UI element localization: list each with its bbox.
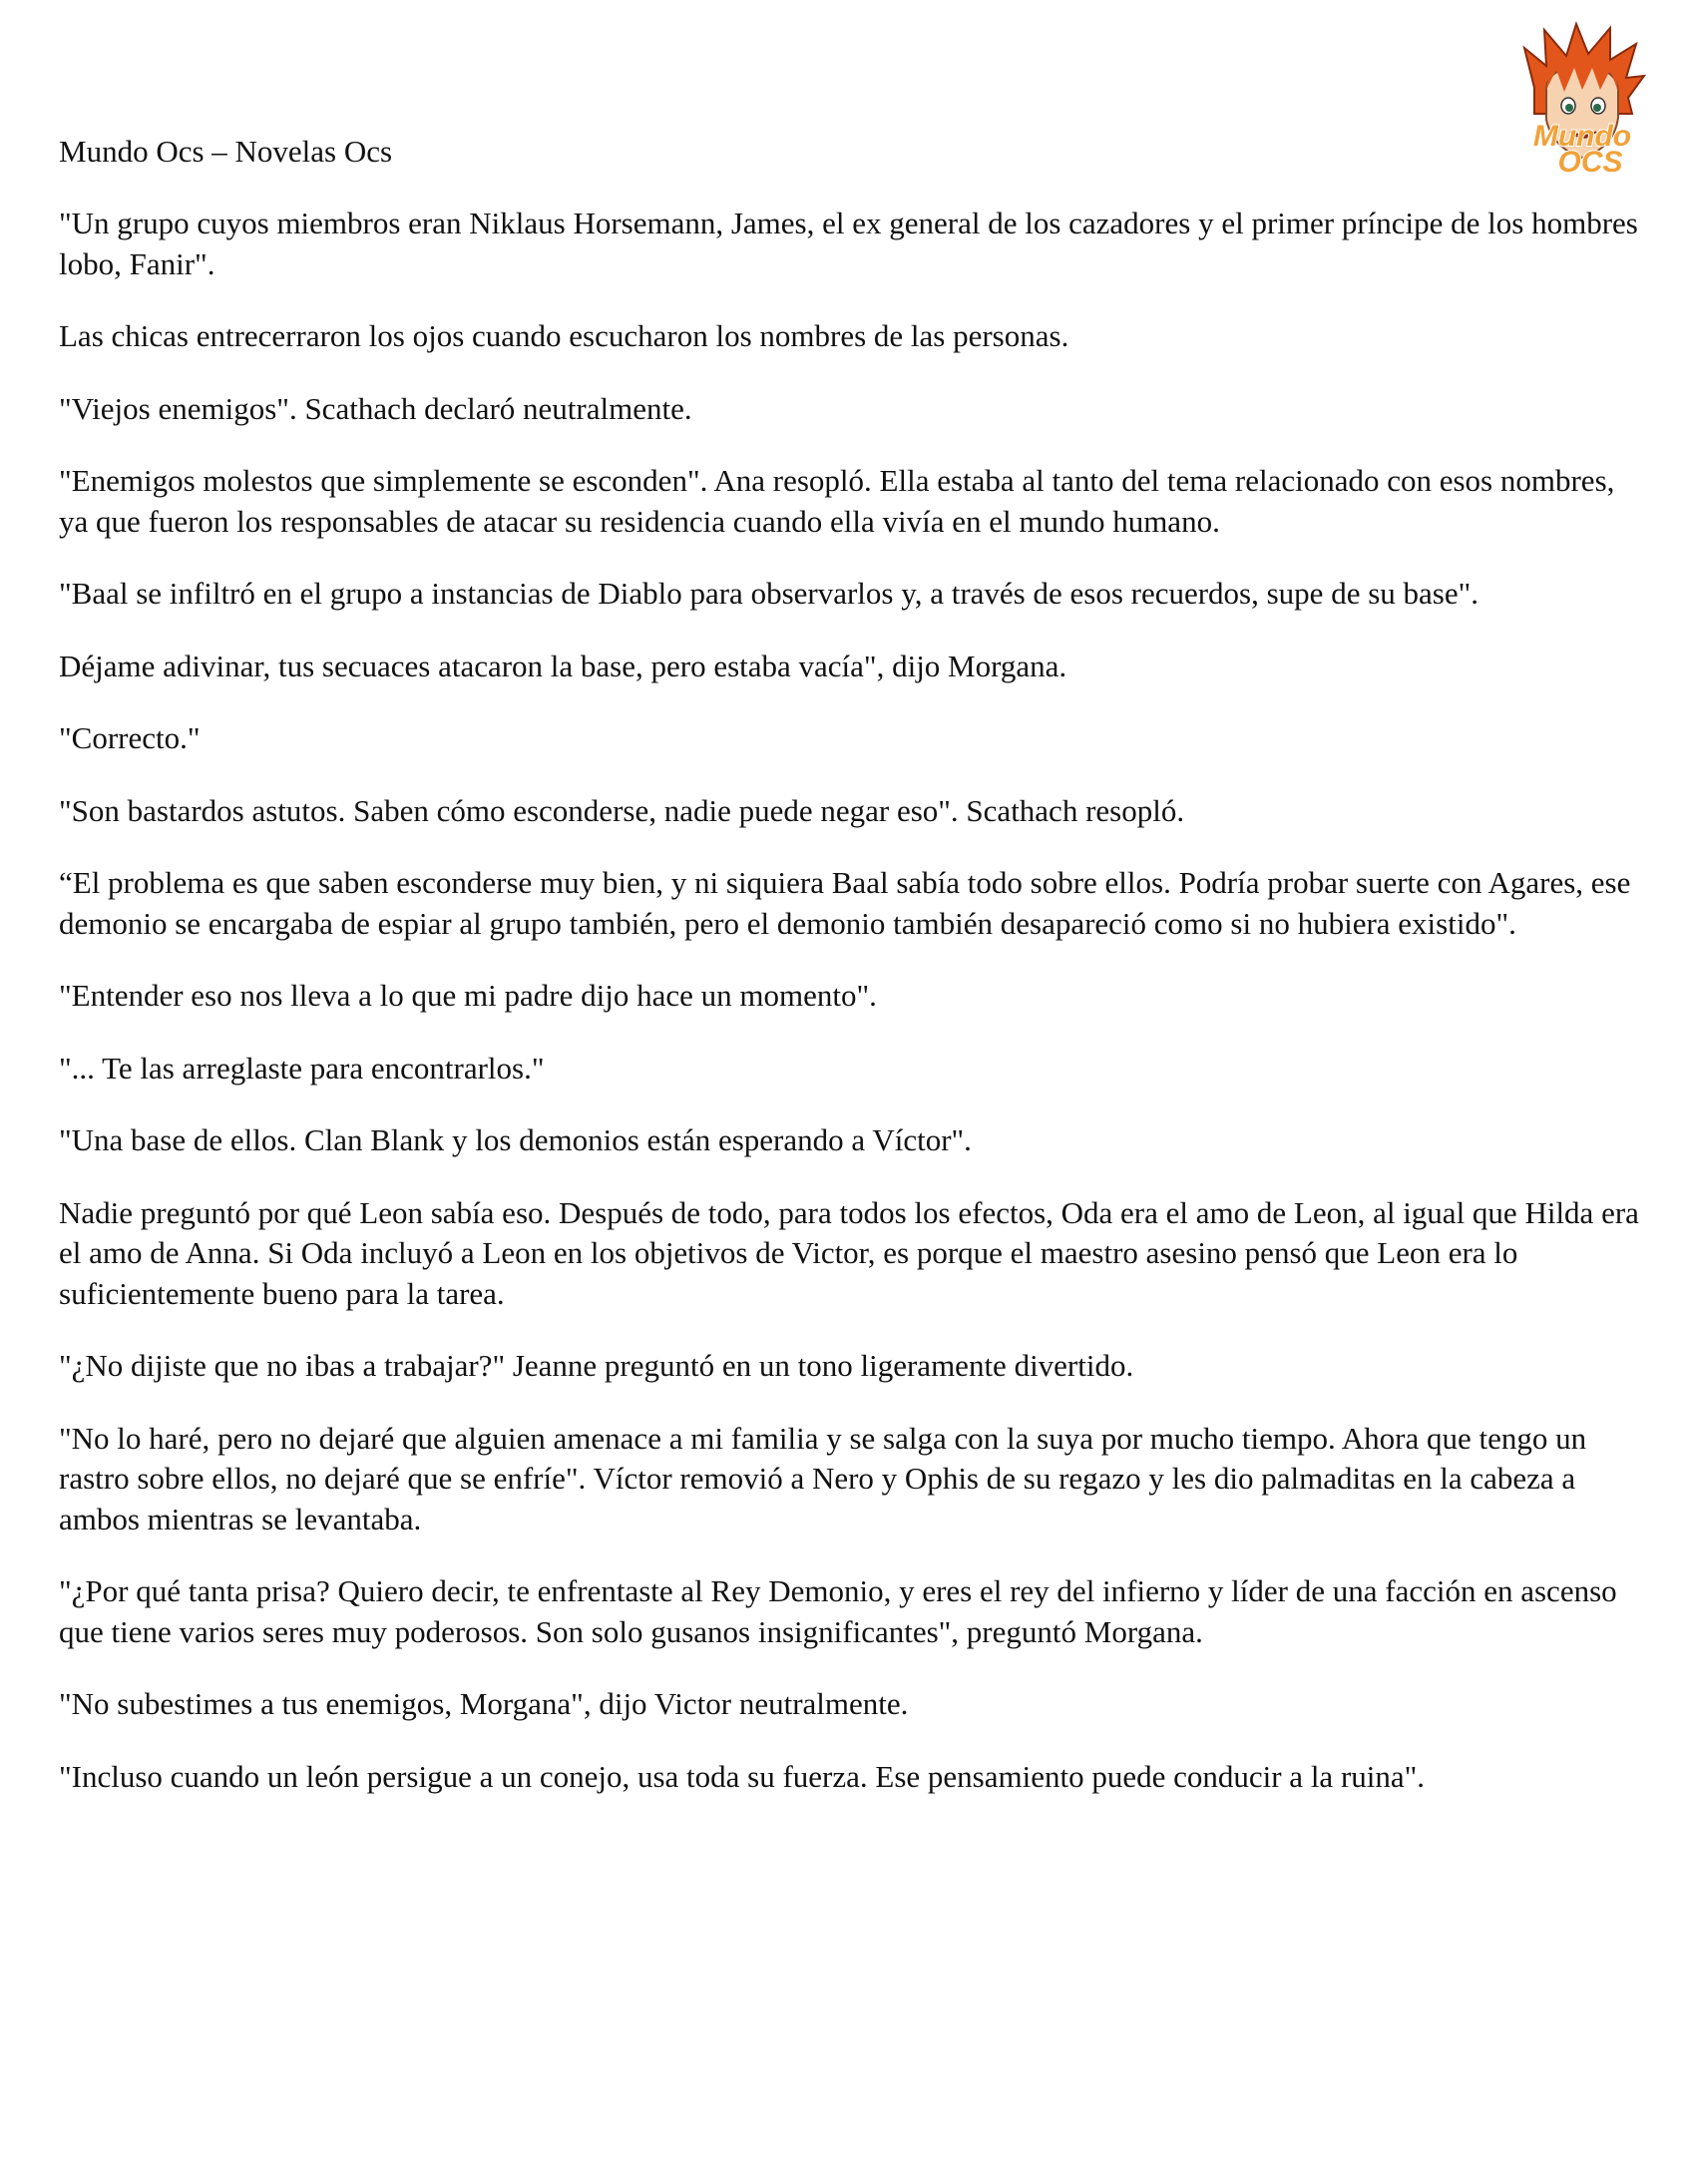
paragraph: "... Te las arreglaste para encontrarlos." xyxy=(59,1050,545,1086)
paragraph: Déjame adivinar, tus secuaces atacaron la base, pero estaba vacía", dijo Morgana. xyxy=(59,648,1067,683)
logo-text-mundo: Mundo xyxy=(1532,120,1632,153)
paragraph: "No subestimes a tus enemigos, Morgana", dijo Victor neutralmente. xyxy=(59,1686,909,1721)
logo-text-ocs: OCS xyxy=(1557,146,1623,178)
paragraph: "¿No dijiste que no ibas a trabajar?" Jeanne preguntó en un tono ligeramente divertido. xyxy=(59,1348,1134,1383)
paragraph: "Enemigos molestos que simplemente se esconden". Ana resopló. Ella estaba al tanto del tema relacionado con esos nombres, ya que fueron los responsables de atacar su residencia cuando ella vivía en el mundo humano. xyxy=(59,463,1615,539)
paragraph: "Correcto." xyxy=(59,720,201,755)
paragraph: "Baal se infiltró en el grupo a instancias de Diablo para observarlos y, a través de esos recuerdos, supe de su base". xyxy=(59,576,1479,611)
paragraph: "Incluso cuando un león persigue a un conejo, usa toda su fuerza. Ese pensamiento puede conducir a la ruina". xyxy=(59,1758,1426,1794)
paragraph: Las chicas entrecerraron los ojos cuando escucharon los nombres de las personas. xyxy=(59,318,1069,353)
paragraph: "No lo haré, pero no dejaré que alguien amenace a mi familia y se salga con la suya por mucho tiempo. Ahora que tengo un rastro sobre ellos, no dejaré que se enfríe". Víctor removió a Nero y Ophis de su regazo y les dio palmaditas en la cabeza a ambos mientras se levantaba. xyxy=(59,1420,1587,1536)
header-title: Mundo Ocs – Novelas Ocs xyxy=(59,134,393,169)
paragraph: "Son bastardos astutos. Saben cómo esconderse, nadie puede negar eso". Scathach resopló. xyxy=(59,792,1185,828)
mundo-ocs-logo xyxy=(1494,18,1670,178)
document-body xyxy=(59,204,1645,1829)
paragraph: “El problema es que saben esconderse muy bien, y ni siquiera Baal sabía todo sobre ellos. Podría probar suerte con Agares, ese demonio se encargaba de espiar al grupo también, pero el demonio también desapareció como si no hubiera existido". xyxy=(59,865,1631,941)
paragraph: "¿Por qué tanta prisa? Quiero decir, te enfrentaste al Rey Demonio, y eres el rey del infierno y líder de una facción en ascenso que tiene varios seres muy poderosos. Son solo gusanos insignificantes", preguntó Morgana. xyxy=(59,1573,1617,1649)
paragraph: "Una base de ellos. Clan Blank y los demonios están esperando a Víctor". xyxy=(59,1122,972,1157)
paragraph: "Un grupo cuyos miembros eran Niklaus Horsemann, James, el ex general de los cazadores y el primer príncipe de los hombres lobo, Fanir". xyxy=(59,206,1638,281)
paragraph: Nadie preguntó por qué Leon sabía eso. Después de todo, para todos los efectos, Oda era el amo de Leon, al igual que Hilda era el amo de Anna. Si Oda incluyó a Leon en los objetivos de Victor, es porque el maestro asesino pensó que Leon era lo suficientemente bueno para la tarea. xyxy=(59,1194,1639,1311)
paragraph: "Entender eso nos lleva a lo que mi padre dijo hace un momento". xyxy=(59,978,877,1013)
paragraph: "Viejos enemigos". Scathach declaró neutralmente. xyxy=(59,390,692,426)
